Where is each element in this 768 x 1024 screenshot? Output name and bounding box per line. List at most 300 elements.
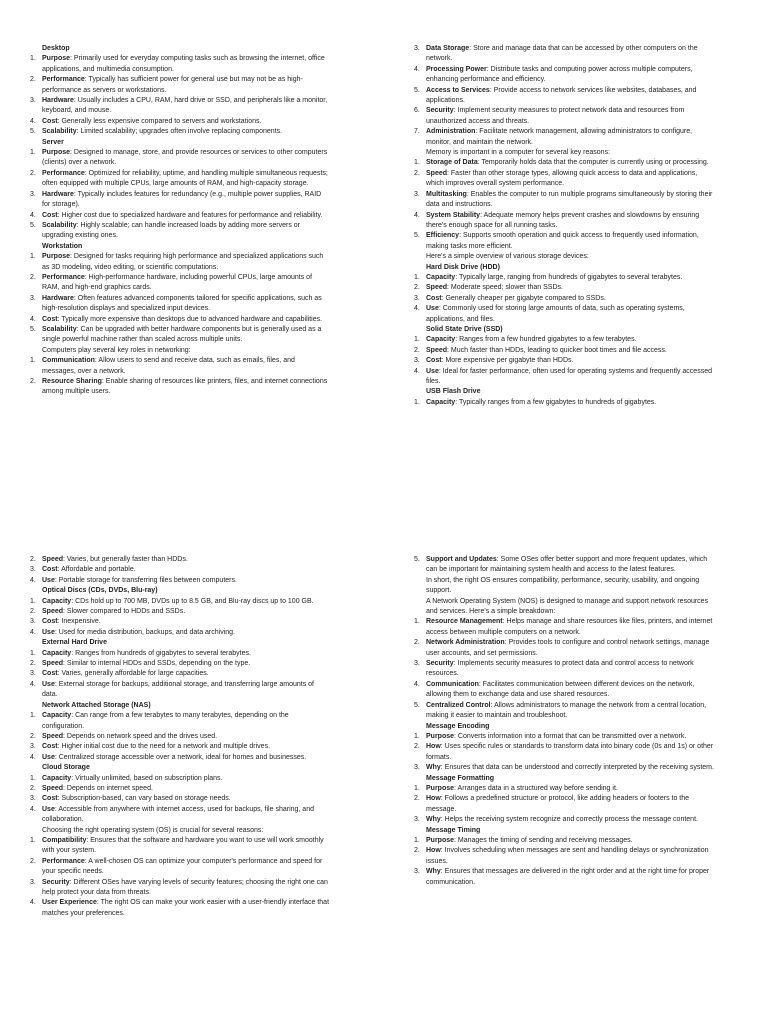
list-item-text: : Some OSes offer better support and more frequent updates, which can be important for maintaining system health and access to the latest features. bbox=[426, 556, 708, 574]
section-heading: Message Timing bbox=[426, 826, 481, 834]
list-item-label: Data Storage bbox=[426, 45, 470, 52]
list-item bbox=[30, 211, 330, 221]
list-item-number: 3. bbox=[30, 795, 36, 803]
list-item bbox=[30, 784, 330, 794]
list-item-number: 4. bbox=[414, 65, 420, 73]
list-item-text: : External storage for backups, additional storage, and transferring large amounts of data. bbox=[42, 680, 314, 699]
list-item-number: 2. bbox=[30, 378, 36, 385]
list-item-label: Security bbox=[426, 660, 454, 668]
list-item bbox=[30, 169, 330, 190]
list-item-text: : Enables the computer to run multiple programs simultaneously by storing their data and instructions. bbox=[426, 190, 713, 209]
column-bottom-left bbox=[30, 555, 330, 919]
list-item-label: Purpose bbox=[42, 149, 71, 157]
list-item-label: Cost bbox=[42, 795, 58, 803]
list-item-number: 2. bbox=[30, 556, 36, 563]
section-heading: Hard Disk Drive (HDD) bbox=[426, 263, 500, 271]
section-heading: Cloud Storage bbox=[42, 764, 90, 772]
list-item-text: : Ensures that data can be understood and correctly interpreted by the receiving system. bbox=[440, 764, 714, 772]
list-item-text: : Supports smooth operation and quick access to frequently used information, making tasks more efficient. bbox=[426, 232, 699, 250]
list-item-number: 5. bbox=[414, 701, 420, 709]
list-item-label: Performance bbox=[42, 857, 85, 865]
column-top-right bbox=[414, 44, 714, 408]
list-item-number: 3. bbox=[30, 190, 36, 198]
list-item-number: 4. bbox=[414, 211, 420, 219]
list-item bbox=[414, 65, 714, 86]
list-item bbox=[30, 356, 330, 377]
list-item bbox=[414, 617, 714, 638]
list-item-label: Capacity bbox=[426, 273, 456, 281]
list-item-number: 1. bbox=[414, 784, 420, 792]
list-item-number: 2. bbox=[30, 76, 36, 84]
list-item-text: : Moderate speed; slower than SSDs. bbox=[447, 284, 563, 292]
list-item-number: 4. bbox=[30, 899, 36, 907]
list-item-label: Use bbox=[426, 367, 439, 375]
list-item-label: Support and Updates bbox=[426, 556, 497, 563]
list-item-text: : Subscription-based, can vary based on storage needs. bbox=[57, 795, 231, 803]
list-item bbox=[30, 565, 330, 575]
list-item-number: 3. bbox=[414, 294, 420, 302]
list-item-number: 3. bbox=[30, 743, 36, 751]
list-item bbox=[414, 732, 714, 742]
list-item bbox=[414, 794, 714, 815]
list-item-text: : Designed to manage, store, and provide resources or services to other computers (clients) over a network. bbox=[42, 149, 328, 167]
list-item-label: Speed bbox=[426, 169, 448, 177]
list-item-number: 2. bbox=[30, 273, 36, 281]
list-item-text: : Portable storage for transferring files between computers. bbox=[54, 576, 237, 584]
list-item-text: : More expensive per gigabyte than HDDs. bbox=[441, 357, 574, 365]
list-item bbox=[30, 294, 330, 315]
list-item-text: : Adequate memory helps prevent crashes and slowdowns by ensuring there's enough space for all running tasks. bbox=[426, 211, 700, 229]
list-item-number: 1. bbox=[30, 55, 36, 63]
list-item-label: Compatibility bbox=[42, 836, 87, 844]
list-item-label: Why bbox=[426, 764, 441, 772]
list-item-number: 2. bbox=[414, 795, 420, 803]
list-item bbox=[414, 742, 714, 763]
list-item-text: : Ranges from hundreds of gigabytes to several terabytes. bbox=[71, 649, 251, 657]
section-heading: Solid State Drive (SSD) bbox=[426, 325, 503, 333]
list-item-text: : Commonly used for storing large amounts of data, such as operating systems, applications, and files. bbox=[426, 305, 685, 323]
list-item bbox=[414, 867, 714, 888]
list-item-text: : Inexpensive. bbox=[57, 618, 101, 626]
list-item-label: Purpose bbox=[426, 836, 455, 844]
list-item bbox=[414, 106, 714, 127]
list-item bbox=[414, 763, 714, 773]
list-item-text: : High-performance hardware, including powerful CPUs, large amounts of RAM, and high-end graphics cards. bbox=[42, 273, 313, 292]
list-item bbox=[414, 283, 714, 293]
list-item-text: : Temporarily holds data that the computer is currently using or processing. bbox=[477, 159, 709, 167]
list-item-label: Security bbox=[426, 107, 454, 115]
list-item-label: How bbox=[426, 743, 441, 751]
list-item bbox=[414, 211, 714, 232]
list-item-number: 3. bbox=[30, 97, 36, 105]
section-heading: Optical Discs (CDs, DVDs, Blu-ray) bbox=[42, 587, 158, 595]
list-item-label: Centralized Control bbox=[426, 701, 491, 709]
list-item bbox=[414, 127, 714, 148]
list-item-text: : Manages the timing of sending and receiving messages. bbox=[454, 836, 633, 844]
list-item-text: : Often features advanced components tailored for specific applications, such as high-resolution displays and specialized input devices. bbox=[42, 294, 322, 313]
list-item-label: Speed bbox=[42, 556, 64, 563]
list-item-number: 2. bbox=[414, 847, 420, 855]
list-item bbox=[30, 607, 330, 617]
list-item bbox=[414, 356, 714, 366]
list-item-number: 3. bbox=[414, 816, 420, 824]
list-item-text: : Ideal for faster performance, often used for operating systems and frequently accessed files. bbox=[426, 367, 712, 385]
list-item-text: : Allow users to send and receive data, such as emails, files, and messages, over a network. bbox=[42, 357, 295, 375]
list-item-label: Performance bbox=[42, 76, 85, 84]
list-item-label: Speed bbox=[42, 784, 64, 792]
intro-paragraph: Choosing the right operating system (OS) is crucial for several reasons: bbox=[42, 826, 264, 834]
section-heading: Server bbox=[42, 138, 64, 146]
list-item-label: Speed bbox=[426, 346, 448, 354]
list-item-text: : Higher cost due to specialized hardware and features for performance and reliability. bbox=[57, 211, 323, 219]
list-item-label: Use bbox=[42, 576, 55, 584]
section-heading: Desktop bbox=[42, 45, 70, 52]
list-item bbox=[30, 597, 330, 607]
list-item bbox=[414, 346, 714, 356]
list-item bbox=[30, 711, 330, 732]
list-item-text: : Facilitates communication between different devices on the network, allowing them to exchange data and use shared resources. bbox=[426, 680, 695, 699]
list-item-label: Purpose bbox=[42, 55, 71, 63]
list-item-text: : Enable sharing of resources like printers, files, and internet connections among multiple users. bbox=[42, 378, 328, 396]
list-item-text: : Primarily used for everyday computing tasks such as browsing the internet, office applications, and multimedia consumption. bbox=[42, 55, 325, 73]
list-item-number: 2. bbox=[414, 639, 420, 647]
list-item-text: : Affordable and portable. bbox=[57, 566, 136, 574]
list-item-number: 2. bbox=[30, 608, 36, 616]
list-item-number: 4. bbox=[30, 576, 36, 584]
list-item bbox=[30, 794, 330, 804]
list-item-number: 1. bbox=[414, 732, 420, 740]
list-item-label: Use bbox=[426, 305, 439, 313]
list-item-number: 1. bbox=[30, 149, 36, 157]
list-item-label: Communication bbox=[42, 357, 95, 365]
list-item-label: Multitasking bbox=[426, 190, 467, 198]
list-item-text: : Typically ranges from a few gigabytes to hundreds of gigabytes. bbox=[455, 398, 657, 406]
list-item-label: Capacity bbox=[426, 398, 456, 406]
list-item-label: Use bbox=[42, 805, 55, 813]
list-item bbox=[414, 784, 714, 794]
list-item-number: 4. bbox=[30, 117, 36, 125]
list-item-label: Purpose bbox=[42, 253, 71, 261]
list-item bbox=[30, 117, 330, 127]
list-item-text: : Generally less expensive compared to servers and workstations. bbox=[57, 117, 262, 125]
list-item-label: Cost bbox=[426, 294, 442, 302]
list-item-number: 1. bbox=[30, 253, 36, 261]
list-item-number: 2. bbox=[30, 732, 36, 740]
list-item-number: 2. bbox=[30, 169, 36, 177]
list-item-text: : Optimized for reliability, uptime, and handling multiple simultaneous requests; often equipped with multiple CPUs, large amounts of RAM, and high-capacity storage. bbox=[42, 169, 328, 188]
list-item-number: 1. bbox=[414, 336, 420, 344]
list-item-number: 1. bbox=[30, 836, 36, 844]
list-item-text: : Faster than other storage types, allowing quick access to data and applications, which improves overall system performance. bbox=[426, 169, 698, 188]
list-item-label: Capacity bbox=[42, 712, 72, 720]
list-item-label: Cost bbox=[42, 315, 58, 323]
list-item bbox=[30, 315, 330, 325]
list-item-text: : A well-chosen OS can optimize your computer's performance and speed for your specific needs. bbox=[42, 857, 323, 876]
list-item-label: Scalability bbox=[42, 325, 77, 333]
list-item bbox=[30, 732, 330, 742]
list-item-text: : Ranges from a few hundred gigabytes to a few terabytes. bbox=[455, 336, 637, 344]
section-heading: Message Formatting bbox=[426, 774, 495, 782]
list-item-label: Administration bbox=[426, 128, 476, 136]
list-item-number: 4. bbox=[414, 367, 420, 375]
list-item-number: 2. bbox=[414, 169, 420, 177]
list-item-number: 3. bbox=[414, 190, 420, 198]
list-item-text: : Higher initial cost due to the need for a network and multiple drives. bbox=[57, 743, 271, 751]
list-item-text: : Typically more expensive than desktops due to advanced hardware and capabilities. bbox=[57, 315, 323, 323]
list-item bbox=[414, 304, 714, 325]
list-item bbox=[414, 815, 714, 825]
list-item bbox=[30, 836, 330, 857]
list-item-text: : Limited scalability; upgrades often involve replacing components. bbox=[76, 128, 283, 136]
list-item-text: : Typically large, ranging from hundreds of gigabytes to several terabytes. bbox=[455, 273, 683, 281]
list-item bbox=[30, 273, 330, 294]
list-item bbox=[414, 335, 714, 345]
list-item bbox=[30, 377, 330, 398]
list-item-number: 3. bbox=[414, 45, 420, 52]
intro-paragraph: Computers play several key roles in networking: bbox=[42, 346, 191, 354]
list-item-number: 1. bbox=[414, 836, 420, 844]
list-item-label: Scalability bbox=[42, 221, 77, 229]
section-heading: Workstation bbox=[42, 242, 83, 250]
list-item-text: : Uses specific rules or standards to transform data into binary code (0s and 1s) or other formats. bbox=[426, 743, 714, 761]
list-item-label: Processing Power bbox=[426, 65, 487, 73]
list-item-label: Resource Sharing bbox=[42, 378, 102, 385]
list-item-number: 1. bbox=[414, 159, 420, 167]
list-item-number: 1. bbox=[30, 649, 36, 657]
list-item-number: 4. bbox=[30, 315, 36, 323]
list-item bbox=[414, 158, 714, 168]
list-item-text: : Usually includes a CPU, RAM, hard drive or SSD, and peripherals like a monitor, keyboard, and mouse. bbox=[42, 97, 328, 115]
list-item-label: Use bbox=[42, 628, 55, 636]
list-item-number: 1. bbox=[30, 774, 36, 782]
list-item-number: 1. bbox=[30, 357, 36, 365]
list-item-text: : Follows a predefined structure or protocol, like adding headers or footers to the message. bbox=[426, 795, 690, 813]
list-item-text: : Much faster than HDDs, leading to quicker boot times and file access. bbox=[447, 346, 667, 354]
list-item-text: : Store and manage data that can be accessed by other computers on the network. bbox=[426, 45, 698, 63]
list-item bbox=[30, 190, 330, 211]
section-heading: Network Attached Storage (NAS) bbox=[42, 701, 151, 709]
list-item bbox=[30, 252, 330, 273]
list-item-number: 5. bbox=[30, 128, 36, 136]
list-item-number: 5. bbox=[414, 86, 420, 94]
list-item-number: 4. bbox=[30, 753, 36, 761]
list-item-label: Cost bbox=[42, 670, 58, 678]
list-item bbox=[414, 294, 714, 304]
list-item-text: : Allows administrators to manage the network from a central location, making it easier to maintain and troubleshoot. bbox=[426, 701, 707, 720]
list-item bbox=[30, 878, 330, 899]
list-item-number: 6. bbox=[414, 107, 420, 115]
list-item-text: : Centralized storage accessible over a network, ideal for homes and businesses. bbox=[54, 753, 307, 761]
list-item bbox=[414, 701, 714, 722]
list-item-label: Use bbox=[42, 680, 55, 688]
list-item-text: : Slower compared to HDDs and SSDs. bbox=[63, 608, 186, 616]
list-item-text: : Designed for tasks requiring high performance and specialized applications such as 3D modeling, video editing, or scientific computations. bbox=[42, 253, 324, 271]
list-item-number: 3. bbox=[414, 764, 420, 772]
list-item-number: 2. bbox=[30, 660, 36, 668]
list-item-number: 4. bbox=[30, 805, 36, 813]
list-item bbox=[30, 75, 330, 96]
list-item bbox=[414, 367, 714, 388]
list-item bbox=[414, 231, 714, 252]
list-item-label: Use bbox=[42, 753, 55, 761]
list-item-label: Cost bbox=[42, 117, 58, 125]
list-item-number: 2. bbox=[30, 857, 36, 865]
list-item-label: Hardware bbox=[42, 190, 74, 198]
list-item bbox=[30, 628, 330, 638]
list-item-label: Communication bbox=[426, 680, 479, 688]
list-item-number: 1. bbox=[414, 398, 420, 406]
list-item-label: Speed bbox=[42, 608, 64, 616]
list-item bbox=[30, 659, 330, 669]
list-item-number: 1. bbox=[30, 597, 36, 605]
list-item-text: : Accessible from anywhere with internet access, used for backups, file sharing, and collaboration. bbox=[42, 805, 314, 824]
list-item-text: : Varies, but generally faster than HDDs. bbox=[63, 556, 188, 563]
list-item-text: : Facilitate network management, allowing administrators to configure, monitor, and maintain the network. bbox=[426, 128, 693, 146]
list-item-label: How bbox=[426, 795, 441, 803]
list-item-text: : Involves scheduling when messages are sent and handling delays or synchronization issues. bbox=[426, 847, 709, 865]
list-item-number: 1. bbox=[414, 618, 420, 626]
list-item-number: 4. bbox=[414, 680, 420, 688]
list-item-text: : Depends on network speed and the drives used. bbox=[63, 732, 218, 740]
list-item-label: Performance bbox=[42, 273, 85, 281]
list-item-text: : Different OSes have varying levels of security features; choosing the right one can help protect your data from threats. bbox=[42, 878, 328, 896]
list-item-number: 3. bbox=[30, 878, 36, 886]
column-bottom-right bbox=[414, 555, 714, 888]
list-item-label: Access to Services bbox=[426, 86, 490, 94]
list-item bbox=[414, 273, 714, 283]
list-item-text: : Ensures that messages are delivered in the right order and at the right time for proper communication. bbox=[426, 868, 710, 886]
list-item-text: : CDs hold up to 700 MB, DVDs up to 8.5 GB, and Blu-ray discs up to 100 GB. bbox=[71, 597, 314, 605]
list-item-text: : Provides tools to configure and control network settings, manage user accounts, and set permissions. bbox=[426, 639, 710, 657]
list-item-text: : Varies, generally affordable for large capacities. bbox=[57, 670, 209, 678]
list-item-text: : Depends on internet speed. bbox=[63, 784, 153, 792]
list-item-number: 3. bbox=[414, 868, 420, 876]
list-item-text: : Implements security measures to protect data and control access to network resources. bbox=[426, 660, 694, 678]
list-item-number: 4. bbox=[30, 628, 36, 636]
list-item bbox=[30, 576, 330, 586]
list-item-number: 1. bbox=[30, 712, 36, 720]
section-heading: USB Flash Drive bbox=[426, 388, 481, 396]
list-item-label: Purpose bbox=[426, 732, 455, 740]
list-item bbox=[414, 555, 714, 576]
list-item bbox=[30, 805, 330, 826]
list-item-label: Capacity bbox=[42, 649, 72, 657]
list-item bbox=[414, 846, 714, 867]
list-item bbox=[30, 857, 330, 878]
list-item-label: Capacity bbox=[426, 336, 456, 344]
list-item bbox=[30, 127, 330, 137]
list-item-label: User Experience bbox=[42, 899, 97, 907]
list-item-label: Purpose bbox=[426, 784, 455, 792]
list-item bbox=[414, 659, 714, 680]
list-item-number: 5. bbox=[30, 325, 36, 333]
list-item-label: Cost bbox=[42, 566, 58, 574]
list-item-text: : The right OS can make your work easier with a user-friendly interface that matches your preferences. bbox=[42, 899, 330, 917]
list-item bbox=[414, 86, 714, 107]
list-item bbox=[30, 680, 330, 701]
list-item-label: Network Administration bbox=[426, 639, 505, 647]
list-item-text: : Helps manage and share resources like files, printers, and internet access between multiple computers on a network. bbox=[426, 618, 713, 636]
list-item bbox=[414, 44, 714, 65]
list-item bbox=[30, 96, 330, 117]
section-heading: Message Encoding bbox=[426, 722, 490, 730]
list-item bbox=[30, 753, 330, 763]
list-item bbox=[414, 836, 714, 846]
list-item-label: Storage of Data bbox=[426, 159, 478, 167]
section-heading: External Hard Drive bbox=[42, 639, 107, 647]
list-item-label: Cost bbox=[42, 211, 58, 219]
list-item bbox=[414, 638, 714, 659]
list-item-label: Cost bbox=[426, 357, 442, 365]
list-item-text: : Virtually unlimited, based on subscription plans. bbox=[71, 774, 223, 782]
list-item-text: : Can range from a few terabytes to many terabytes, depending on the configuration. bbox=[42, 712, 289, 730]
list-item-number: 4. bbox=[414, 305, 420, 313]
list-item-text: : Used for media distribution, backups, and data archiving. bbox=[54, 628, 235, 636]
list-item-number: 3. bbox=[30, 566, 36, 574]
list-item bbox=[414, 398, 714, 408]
list-item-number: 3. bbox=[30, 670, 36, 678]
list-item-number: 3. bbox=[414, 357, 420, 365]
list-item bbox=[30, 669, 330, 679]
list-item-label: Speed bbox=[42, 732, 64, 740]
list-item-text: : Generally cheaper per gigabyte compared to SSDs. bbox=[441, 294, 606, 302]
list-item bbox=[30, 649, 330, 659]
list-item bbox=[414, 680, 714, 701]
list-item-label: Capacity bbox=[42, 774, 72, 782]
list-item-number: 4. bbox=[30, 211, 36, 219]
list-item bbox=[30, 742, 330, 752]
list-item-text: : Implement security measures to protect network data and resources from unauthorized access and threats. bbox=[426, 107, 685, 125]
list-item-number: 2. bbox=[414, 346, 420, 354]
list-item-label: Performance bbox=[42, 169, 85, 177]
list-item-number: 5. bbox=[30, 221, 36, 229]
list-item-label: Capacity bbox=[42, 597, 72, 605]
list-item-text: : Can be upgraded with better hardware components but is generally used as a single powerful machine rather than scaled across multiple units. bbox=[42, 325, 322, 344]
list-item-number: 3. bbox=[30, 618, 36, 626]
list-item-text: : Helps the receiving system recognize and correctly process the message content. bbox=[440, 816, 698, 824]
list-item-number: 4. bbox=[30, 680, 36, 688]
list-item-label: System Stability bbox=[426, 211, 481, 219]
list-item-number: 2. bbox=[414, 743, 420, 751]
list-item-label: Speed bbox=[426, 284, 448, 292]
list-item bbox=[414, 190, 714, 211]
list-item-label: Hardware bbox=[42, 97, 74, 105]
list-item-text: : Provide access to network services like websites, databases, and applications. bbox=[426, 86, 697, 105]
list-item bbox=[414, 169, 714, 190]
list-item-label: Scalability bbox=[42, 128, 77, 136]
list-item bbox=[30, 221, 330, 242]
list-item bbox=[30, 617, 330, 627]
list-item-label: Why bbox=[426, 868, 441, 876]
list-item-label: Security bbox=[42, 878, 70, 886]
list-item-label: How bbox=[426, 847, 441, 855]
list-item bbox=[30, 774, 330, 784]
list-item-label: Hardware bbox=[42, 294, 74, 302]
list-item-text: : Similar to internal HDDs and SSDs, depending on the type. bbox=[63, 660, 251, 668]
list-item-text: : Typically has sufficient power for general use but may not be as high-performance as servers or workstations. bbox=[42, 76, 303, 94]
list-item bbox=[30, 898, 330, 919]
list-item-label: Cost bbox=[42, 743, 58, 751]
list-item-text: : Converts information into a format that can be transmitted over a network. bbox=[454, 732, 687, 740]
intro-paragraph: Here's a simple overview of various storage devices: bbox=[426, 253, 589, 261]
intro-paragraph: A Network Operating System (NOS) is designed to manage and support network resources and services. Here's a simple breakdown: bbox=[426, 597, 709, 616]
list-item-label: Why bbox=[426, 816, 441, 824]
list-item-number: 2. bbox=[414, 284, 420, 292]
list-item-label: Resource Management bbox=[426, 618, 503, 626]
list-item-number: 3. bbox=[414, 660, 420, 668]
list-item-number: 1. bbox=[414, 273, 420, 281]
list-item bbox=[30, 325, 330, 346]
